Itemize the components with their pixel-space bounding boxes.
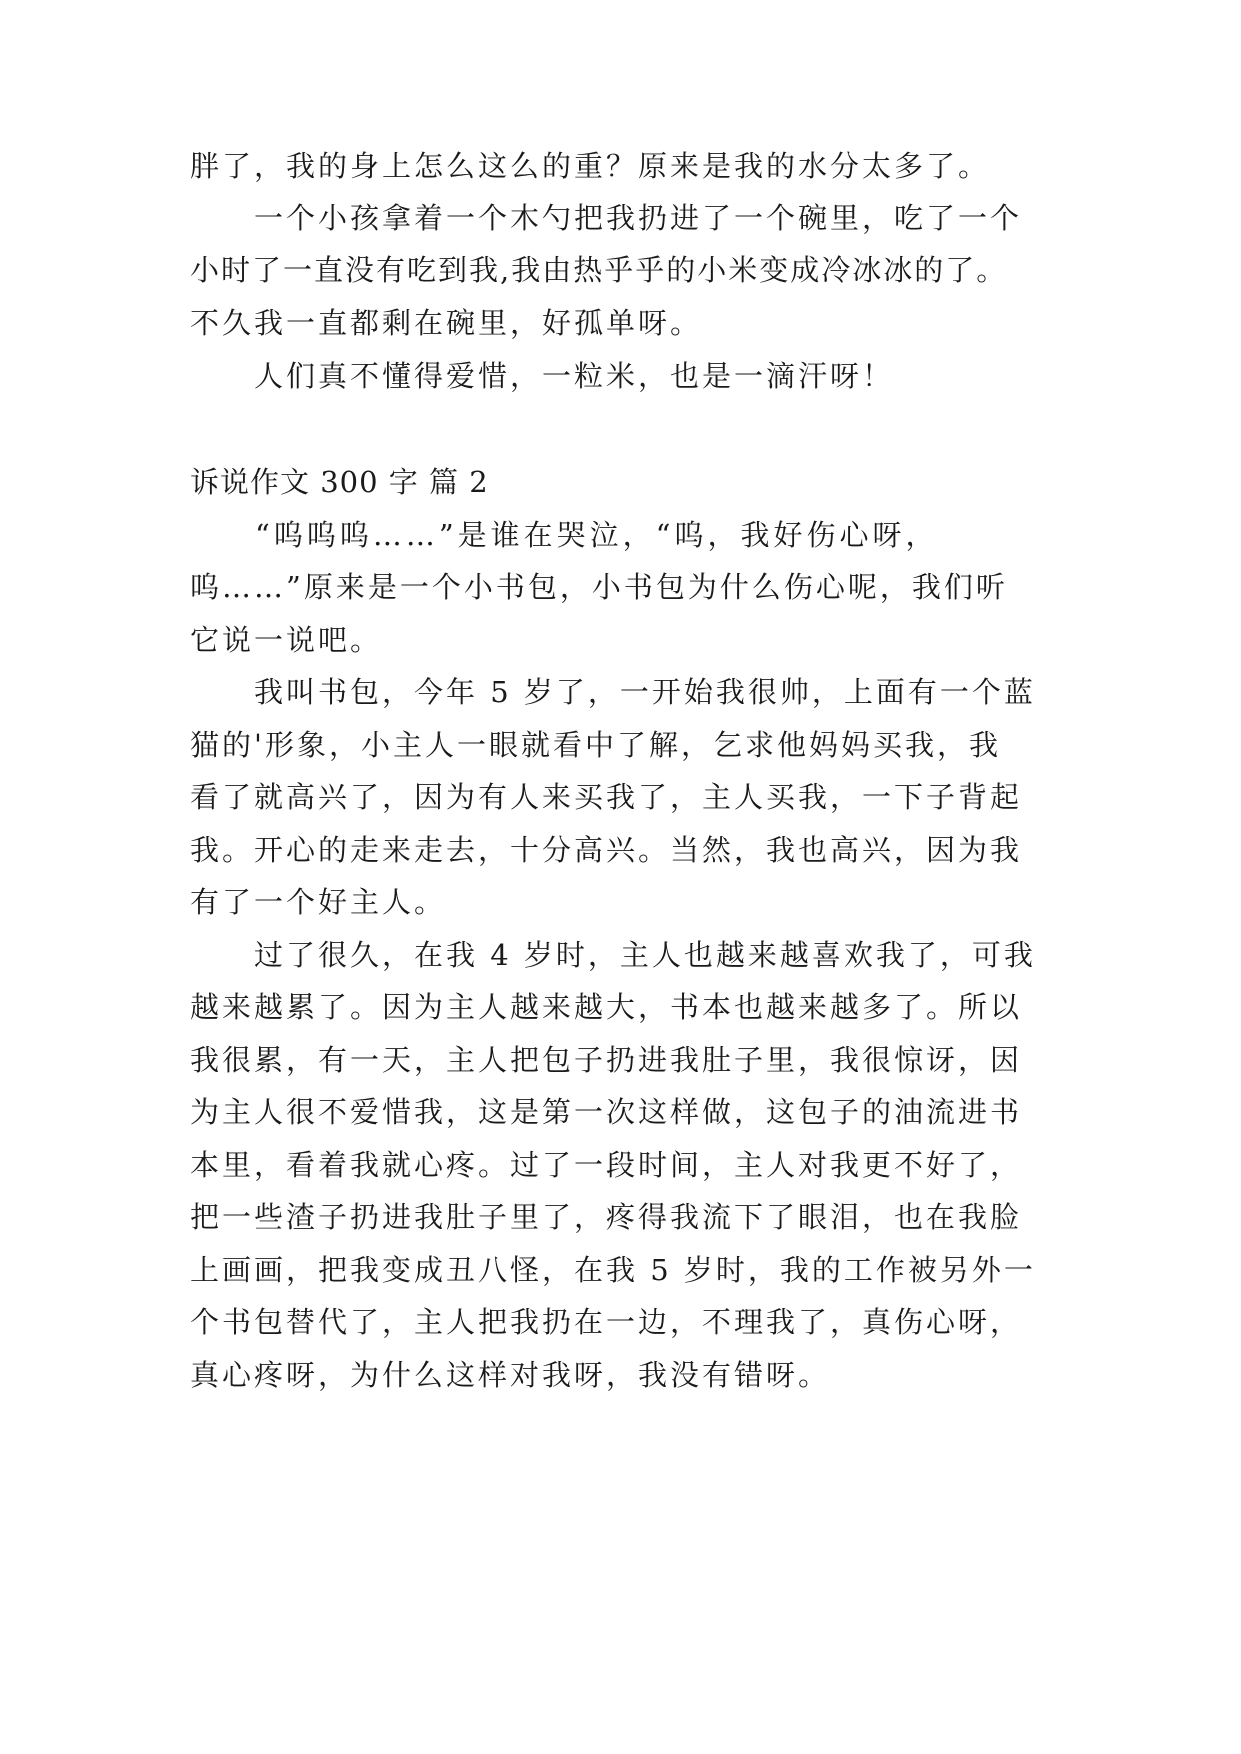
text-line: 把一些渣子扔进我肚子里了，疼得我流下了眼泪，也在我脸 — [190, 1200, 1023, 1234]
text-line: 猫的'形象，小主人一眼就看中了解，乞求他妈妈买我，我 — [190, 728, 1001, 762]
text-line: 个书包替代了，主人把我扔在一边，不理我了，真伤心呀， — [190, 1305, 1023, 1339]
text-line: 本里，看着我就心疼。过了一段时间，主人对我更不好了， — [190, 1148, 1023, 1182]
text-line: 不久我一直都剩在碗里，好孤单呀。 — [190, 306, 703, 340]
text-line: 呜……”原来是一个小书包，小书包为什么伤心呢，我们听 — [190, 570, 1008, 604]
text-line: 越来越累了。因为主人越来越大，书本也越来越多了。所以 — [190, 990, 1023, 1024]
text-line: “呜呜呜……”是谁在哭泣，“呜，我好伤心呀， — [255, 518, 939, 552]
text-line: 看了就高兴了，因为有人来买我了，主人买我，一下子背起 — [190, 780, 1023, 814]
text-line: 人们真不懂得爱惜，一粒米，也是一滴汗呀！ — [254, 359, 895, 393]
text-line: 我叫书包，今年 5 岁了，一开始我很帅，上面有一个蓝 — [254, 675, 1036, 709]
section-heading: 诉说作文 300 字 篇 2 — [190, 465, 489, 499]
text-line: 我。开心的走来走去，十分高兴。当然，我也高兴，因为我 — [190, 833, 1023, 867]
text-line: 为主人很不爱惜我，这是第一次这样做，这包子的油流进书 — [190, 1095, 1023, 1129]
text-line: 上画画，把我变成丑八怪，在我 5 岁时，我的工作被另外一 — [190, 1253, 1036, 1287]
text-line: 小时了一直没有吃到我,我由热乎乎的小米变成冷冰冰的了。 — [190, 253, 1008, 287]
text-line: 真心疼呀，为什么这样对我呀，我没有错呀。 — [190, 1358, 831, 1392]
text-line: 一个小孩拿着一个木勺把我扔进了一个碗里，吃了一个 — [254, 201, 1023, 235]
text-line: 胖了，我的身上怎么这么的重？原来是我的水分太多了。 — [190, 149, 991, 183]
text-line: 过了很久，在我 4 岁时，主人也越来越喜欢我了，可我 — [254, 938, 1036, 972]
text-line: 有了一个好主人。 — [190, 885, 447, 919]
text-line: 我很累，有一天，主人把包子扔进我肚子里，我很惊讶，因 — [190, 1043, 1023, 1077]
text-line: 它说一说吧。 — [190, 623, 383, 657]
